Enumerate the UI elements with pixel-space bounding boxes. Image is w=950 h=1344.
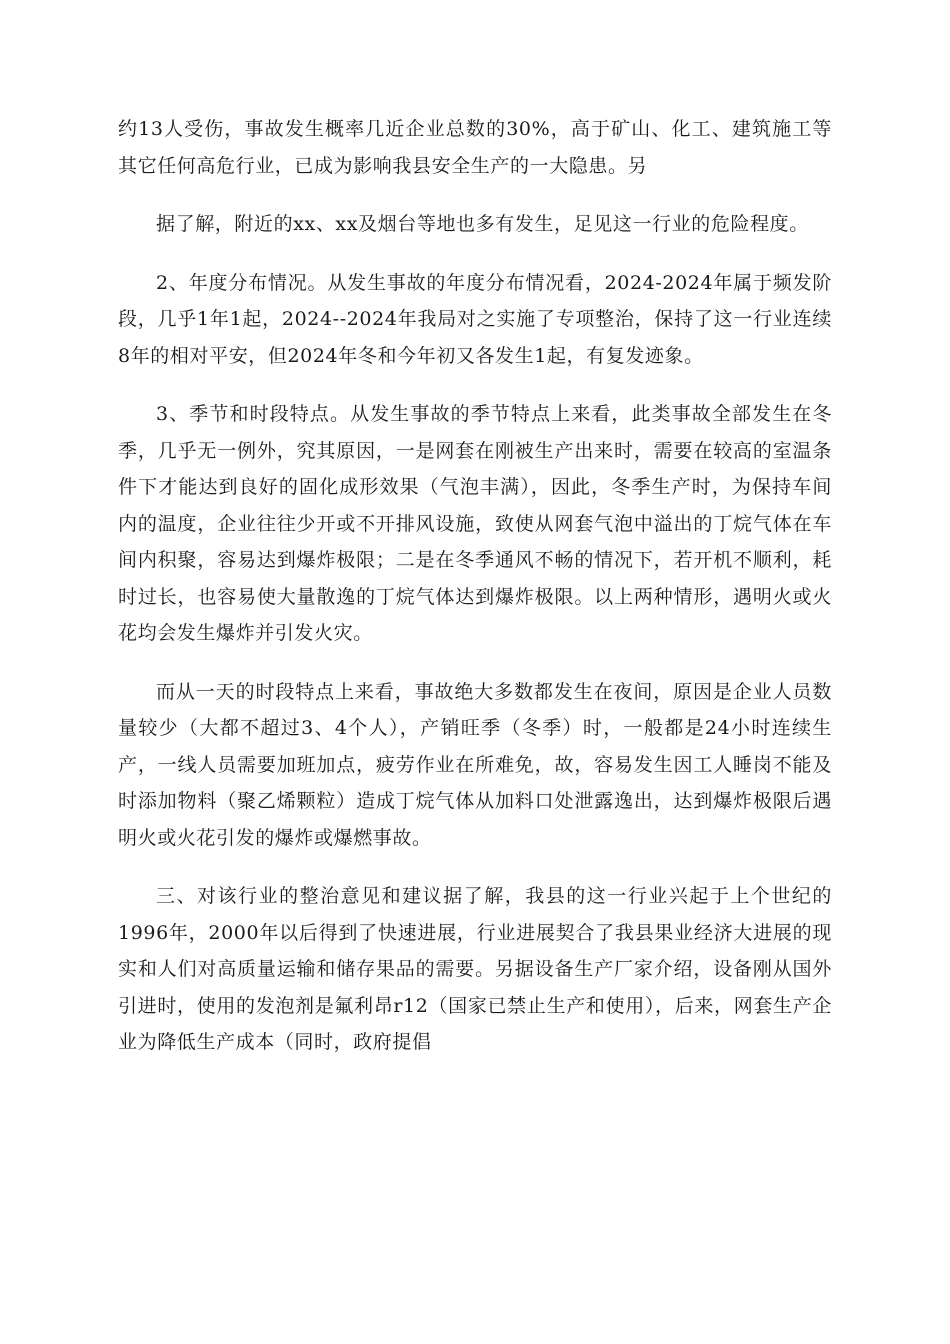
paragraph-6: 三、对该行业的整治意见和建议据了解，我县的这一行业兴起于上个世纪的1996年，2000年以后得到了快速进展，行业进展契合了我县果业经济大进展的现实和人们对高质量运输和储存果品的需要。另据设备生产厂家介绍，设备刚从国外引进时，使用的发泡剂是氟利昂r12（国家已禁止生产和使用），后来，网套生产企业为降低生产成本（同时，政府提倡 xyxy=(118,885,832,1053)
paragraph-4: 3、季节和时段特点。从发生事故的季节特点上来看，此类事故全部发生在冬季，几乎无一例外，究其原因，一是网套在刚被生产出来时，需要在较高的室温条件下才能达到良好的固化成形效果（气泡丰满），因此，冬季生产时，为保持车间内的温度，企业往往少开或不开排风设施，致使从网套气泡中溢出的丁烷气体在车间内积聚，容易达到爆炸极限；二是在冬季通风不畅的情况下，若开机不顺利，耗时过长，也容易使大量散逸的丁烷气体达到爆炸极限。以上两种情形，遇明火或火花均会发生爆炸并引发火灾。 xyxy=(118,403,832,644)
paragraph-3: 2、年度分布情况。从发生事故的年度分布情况看，2024-2024年属于频发阶段，几乎1年1起，2024--2024年我局对之实施了专项整治，保持了这一行业连续8年的相对平安，但2024年冬和今年初又各发生1起，有复发迹象。 xyxy=(118,271,832,367)
document-body xyxy=(118,111,832,1083)
paragraph-5: 而从一天的时段特点上来看，事故绝大多数都发生在夜间，原因是企业人员数量较少（大都不超过3、4个人），产销旺季（冬季）时，一般都是24小时连续生产，一线人员需要加班加点，疲劳作业在所难免，故，容易发生因工人睡岗不能及时添加物料（聚乙烯颗粒）造成丁烷气体从加料口处泄露逸出，达到爆炸极限后遇明火或火花引发的爆炸或爆燃事故。 xyxy=(118,680,832,849)
paragraph-1: 约13人受伤，事故发生概率几近企业总数的30%，高于矿山、化工、建筑施工等其它任何高危行业，已成为影响我县安全生产的一大隐患。另 xyxy=(118,118,832,177)
paragraph-2: 据了解，附近的xx、xx及烟台等地也多有发生，足见这一行业的危险程度。 xyxy=(156,213,809,235)
